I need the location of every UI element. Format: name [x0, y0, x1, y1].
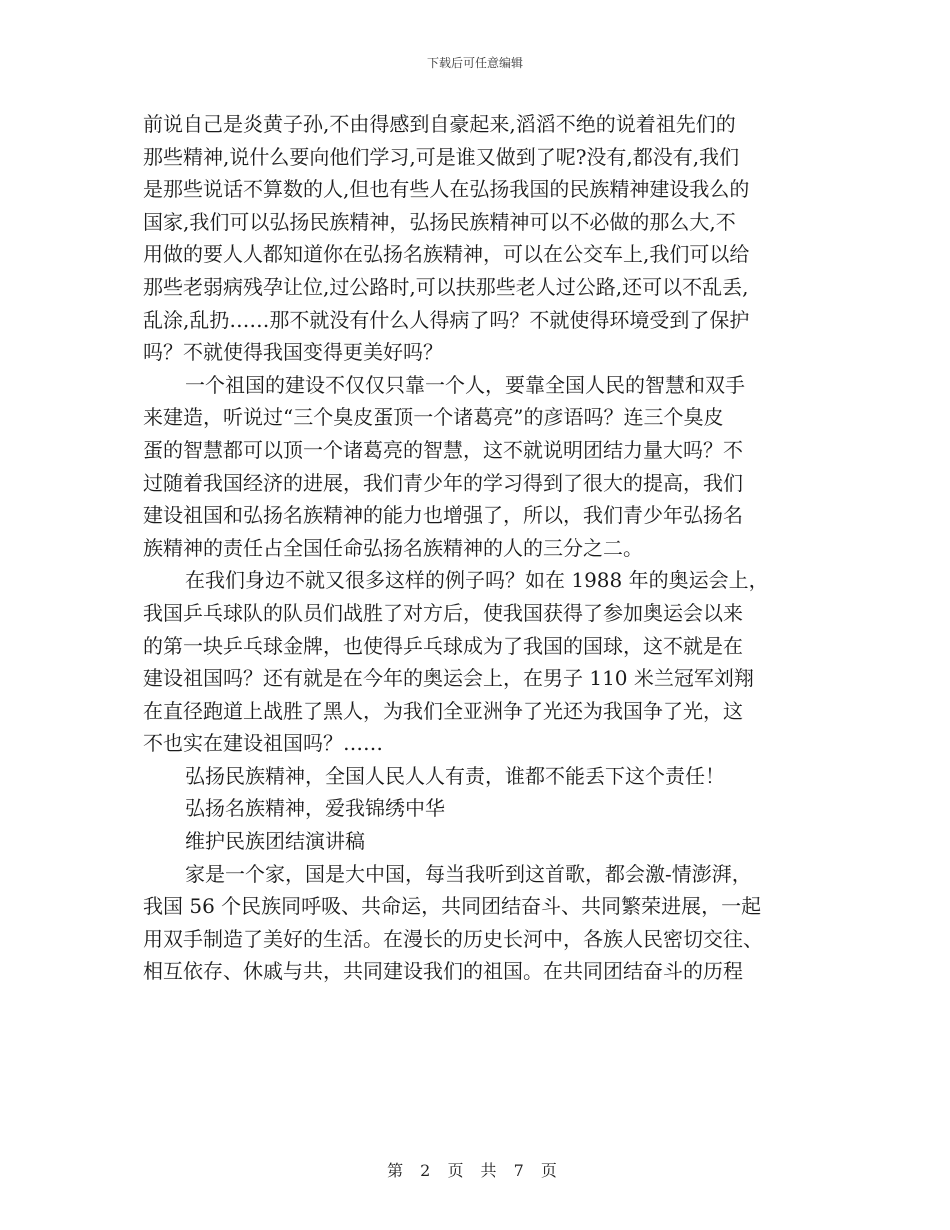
page-footer: 第 2 页 共 7 页	[387, 1161, 563, 1180]
text-line: 那些老弱病残孕让位,过公路时,可以扶那些老人过公路,还可以不乱丢,	[143, 274, 749, 299]
text-line: 前说自己是炎黄子孙,不由得感到自豪起来,滔滔不绝的说着祖先们的	[143, 112, 736, 136]
text-line: 国家,我们可以弘扬民族精神，弘扬民族精神可以不必做的那么大,不	[143, 209, 736, 234]
text-line: 弘扬名族精神，爱我锦绣中华	[185, 796, 445, 821]
document-body	[143, 108, 823, 988]
text-line: 相互依存、休戚与共，共同建设我们的祖国。在共同团结奋斗的历程	[143, 959, 743, 984]
text-line: 族精神的责任占全国任命弘扬名族精神的人的三分之二。	[143, 535, 643, 560]
text-line: 吗？不就使得我国变得更美好吗？	[143, 340, 443, 365]
text-line: 过随着我国经济的进展，我们青少年的学习得到了很大的提高，我们	[143, 470, 743, 495]
text-line: 弘扬民族精神，全国人民人人有责，谁都不能丢下这个责任！	[185, 763, 725, 788]
text-line: 来建造，听说过“三个臭皮蛋顶一个诸葛亮”的彦语吗？连三个臭皮	[143, 405, 724, 430]
page-header: 下载后可任意编辑	[426, 56, 523, 70]
text-line: 蛋的智慧都可以顶一个诸葛亮的智慧，这不就说明团结力量大吗？不	[143, 437, 743, 462]
text-line: 在我们身边不就又很多这样的例子吗？如在 1988 年的奥运会上，	[185, 568, 769, 593]
text-line: 我国 56 个民族同呼吸、共命运，共同团结奋斗、共同繁荣进展，一起	[143, 894, 762, 919]
text-line: 建设祖国吗？还有就是在今年的奥运会上，在男子 110 米兰冠军刘翔	[143, 666, 754, 691]
text-line: 那些精神,说什么要向他们学习,可是谁又做到了呢?没有,都没有,我们	[143, 144, 740, 169]
text-line: 不也实在建设祖国吗？……	[143, 731, 383, 756]
text-line: 家是一个家，国是大中国，每当我听到这首歌，都会激-情澎湃，	[185, 861, 752, 886]
text-line: 我国乒乓球队的队员们战胜了对方后，使我国获得了参加奥运会以来	[143, 600, 743, 625]
text-line: 是那些说话不算数的人,但也有些人在弘扬我国的民族精神建设我么的	[143, 177, 750, 202]
text-line: 用做的要人人都知道你在弘扬名族精神，可以在公交车上,我们可以给	[143, 242, 750, 267]
text-line: 一个祖国的建设不仅仅只靠一个人，要靠全国人民的智慧和双手	[185, 372, 745, 397]
text-line: 的第一块乒乓球金牌，也使得乒乓球成为了我国的国球，这不就是在	[143, 633, 743, 658]
text-line: 建设祖国和弘扬名族精神的能力也增强了，所以，我们青少年弘扬名	[143, 503, 743, 528]
text-line: 用双手制造了美好的生活。在漫长的历史长河中，各族人民密切交往、	[143, 926, 763, 951]
text-line: 在直径跑道上战胜了黑人，为我们全亚洲争了光还为我国争了光，这	[143, 698, 743, 723]
text-line: 维护民族团结演讲稿	[185, 829, 365, 854]
text-line: 乱涂,乱扔……那不就没有什么人得病了吗？不就使得环境受到了保护	[143, 307, 750, 332]
